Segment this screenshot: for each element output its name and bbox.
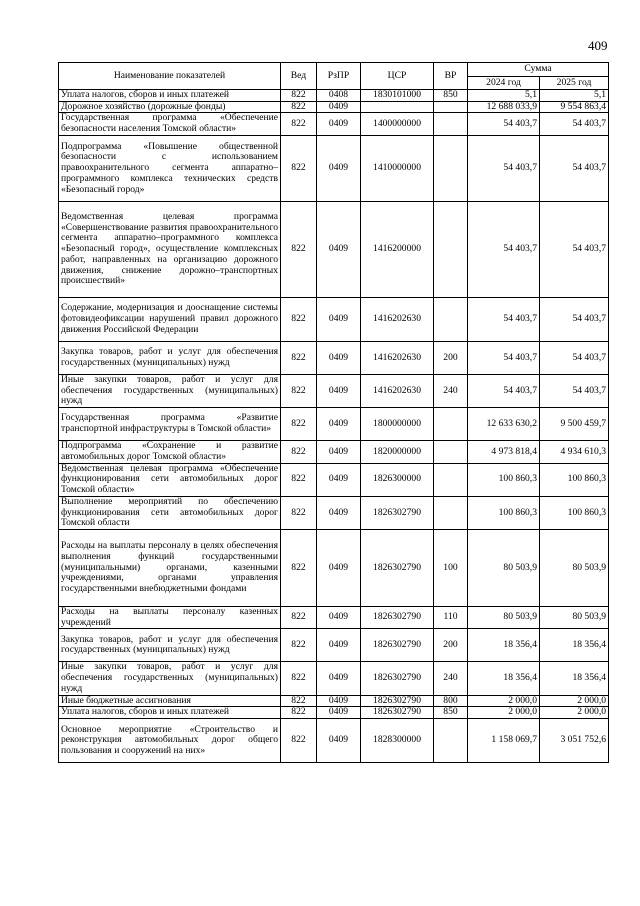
row-vr-cell: 200 (434, 629, 468, 662)
row-vr-cell (434, 101, 468, 113)
table-row (59, 441, 609, 463)
table-row (59, 341, 609, 374)
row-amount-2024-cell: 100 860,3 (468, 463, 540, 496)
row-amount-2024-cell: 2 000,0 (468, 695, 540, 707)
table-row (59, 695, 609, 707)
row-name-cell: Иные бюджетные ассигнования (59, 695, 281, 707)
row-amount-2024-cell: 2 000,0 (468, 707, 540, 719)
table-row (59, 530, 609, 607)
row-rzpr-cell: 0409 (317, 629, 361, 662)
row-ved-cell: 822 (281, 408, 317, 441)
header-year-2024: 2024 год (468, 77, 540, 90)
table-row (59, 90, 609, 102)
row-csr-cell: 1826302790 (361, 707, 434, 719)
row-amount-2024-cell: 18 356,4 (468, 629, 540, 662)
row-vr-cell (434, 441, 468, 463)
table-row (59, 629, 609, 662)
row-csr-cell: 1416202630 (361, 341, 434, 374)
row-name-cell: Расходы на выплаты персоналу в целях обеспечения выполнения функций государственными (муниципальными) органами, казенными учреждениями, органами управления государственными внебюджетными фондами (59, 530, 281, 607)
row-vr-cell (434, 201, 468, 297)
row-ved-cell: 822 (281, 662, 317, 695)
row-csr-cell: 1830101000 (361, 90, 434, 102)
row-rzpr-cell: 0408 (317, 90, 361, 102)
row-ved-cell: 822 (281, 341, 317, 374)
row-rzpr-cell: 0409 (317, 341, 361, 374)
row-csr-cell: 1820000000 (361, 441, 434, 463)
row-ved-cell: 822 (281, 530, 317, 607)
row-name-cell: Иные закупки товаров, работ и услуг для обеспечения государственных (муниципальных) нужд (59, 374, 281, 407)
row-csr-cell: 1416202630 (361, 374, 434, 407)
row-amount-2024-cell: 54 403,7 (468, 135, 540, 201)
table-row (59, 607, 609, 629)
row-vr-cell: 850 (434, 707, 468, 719)
row-ved-cell: 822 (281, 629, 317, 662)
row-vr-cell (434, 719, 468, 763)
row-vr-cell: 240 (434, 662, 468, 695)
row-ved-cell: 822 (281, 707, 317, 719)
row-csr-cell: 1826302790 (361, 629, 434, 662)
table-body (59, 90, 609, 763)
table-row (59, 101, 609, 113)
row-amount-2025-cell: 4 934 610,3 (540, 441, 609, 463)
row-vr-cell (434, 408, 468, 441)
header-vr: ВР (434, 63, 468, 90)
row-name-cell: Закупка товаров, работ и услуг для обеспечения государственных (муниципальных) нужд (59, 341, 281, 374)
row-amount-2025-cell: 54 403,7 (540, 201, 609, 297)
row-amount-2025-cell: 54 403,7 (540, 374, 609, 407)
header-year-2025: 2025 год (540, 77, 609, 90)
row-ved-cell: 822 (281, 297, 317, 341)
row-vr-cell: 850 (434, 90, 468, 102)
row-name-cell: Содержание, модернизация и дооснащение системы фотовидеофиксации нарушений правил дорожного движения Российской Федерации (59, 297, 281, 341)
row-rzpr-cell: 0409 (317, 496, 361, 529)
row-name-cell: Ведомственная целевая программа «Совершенствование развития правоохранительного сегмента аппаратно–программного комплекса «Безопасный город», осуществление комплексных работ, направленных на организацию дорожного движения, снижение дорожно–транспортных происшествий» (59, 201, 281, 297)
row-ved-cell: 822 (281, 135, 317, 201)
row-amount-2025-cell: 100 860,3 (540, 463, 609, 496)
row-amount-2025-cell: 3 051 752,6 (540, 719, 609, 763)
table-row (59, 662, 609, 695)
row-amount-2024-cell: 1 158 069,7 (468, 719, 540, 763)
row-rzpr-cell: 0409 (317, 201, 361, 297)
row-rzpr-cell: 0409 (317, 408, 361, 441)
row-amount-2024-cell: 12 688 033,9 (468, 101, 540, 113)
table-row (59, 135, 609, 201)
row-vr-cell (434, 463, 468, 496)
row-name-cell: Государственная программа «Развитие транспортной инфраструктуры в Томской области» (59, 408, 281, 441)
header-rzpr: РзПР (317, 63, 361, 90)
row-amount-2024-cell: 80 503,9 (468, 530, 540, 607)
row-amount-2025-cell: 2 000,0 (540, 707, 609, 719)
row-csr-cell: 1400000000 (361, 113, 434, 135)
row-name-cell: Подпрограмма «Повышение общественной безопасности с использованием правоохранительного сегмента аппаратно–программного комплекса технических средств «Безопасный город» (59, 135, 281, 201)
row-csr-cell: 1826300000 (361, 463, 434, 496)
row-rzpr-cell: 0409 (317, 463, 361, 496)
row-amount-2025-cell: 5,1 (540, 90, 609, 102)
row-vr-cell: 100 (434, 530, 468, 607)
header-ved: Вед (281, 63, 317, 90)
row-vr-cell (434, 496, 468, 529)
header-sum: Сумма (468, 63, 609, 77)
table-row (59, 496, 609, 529)
table-row (59, 707, 609, 719)
row-csr-cell: 1826302790 (361, 530, 434, 607)
row-ved-cell: 822 (281, 496, 317, 529)
row-csr-cell: 1826302790 (361, 695, 434, 707)
row-rzpr-cell: 0409 (317, 719, 361, 763)
row-vr-cell: 200 (434, 341, 468, 374)
row-amount-2024-cell: 80 503,9 (468, 607, 540, 629)
row-ved-cell: 822 (281, 201, 317, 297)
row-ved-cell: 822 (281, 719, 317, 763)
row-csr-cell: 1410000000 (361, 135, 434, 201)
row-rzpr-cell: 0409 (317, 607, 361, 629)
row-rzpr-cell: 0409 (317, 707, 361, 719)
row-csr-cell: 1826302790 (361, 496, 434, 529)
row-vr-cell: 800 (434, 695, 468, 707)
row-amount-2024-cell: 18 356,4 (468, 662, 540, 695)
row-rzpr-cell: 0409 (317, 297, 361, 341)
row-rzpr-cell: 0409 (317, 374, 361, 407)
row-ved-cell: 822 (281, 695, 317, 707)
row-amount-2025-cell: 9 500 459,7 (540, 408, 609, 441)
row-name-cell: Уплата налогов, сборов и иных платежей (59, 707, 281, 719)
table-row (59, 113, 609, 135)
row-amount-2024-cell: 4 973 818,4 (468, 441, 540, 463)
row-amount-2024-cell: 5,1 (468, 90, 540, 102)
row-csr-cell: 1826302790 (361, 607, 434, 629)
row-csr-cell (361, 101, 434, 113)
table-row (59, 297, 609, 341)
page-number: 409 (588, 38, 608, 53)
budget-table (58, 62, 609, 763)
row-amount-2024-cell: 54 403,7 (468, 341, 540, 374)
row-vr-cell: 110 (434, 607, 468, 629)
row-amount-2025-cell: 54 403,7 (540, 113, 609, 135)
row-rzpr-cell: 0409 (317, 695, 361, 707)
row-vr-cell (434, 113, 468, 135)
row-name-cell: Ведомственная целевая программа «Обеспечение функционирования сети автомобильных дорог Томской области» (59, 463, 281, 496)
table-row (59, 374, 609, 407)
row-amount-2024-cell: 100 860,3 (468, 496, 540, 529)
row-ved-cell: 822 (281, 113, 317, 135)
row-amount-2024-cell: 54 403,7 (468, 297, 540, 341)
row-rzpr-cell: 0409 (317, 441, 361, 463)
row-ved-cell: 822 (281, 101, 317, 113)
row-amount-2025-cell: 54 403,7 (540, 297, 609, 341)
header-name: Наименование показателей (59, 63, 281, 90)
row-rzpr-cell: 0409 (317, 101, 361, 113)
row-csr-cell: 1416200000 (361, 201, 434, 297)
row-csr-cell: 1828300000 (361, 719, 434, 763)
row-name-cell: Закупка товаров, работ и услуг для обеспечения государственных (муниципальных) нужд (59, 629, 281, 662)
row-name-cell: Подпрограмма «Сохранение и развитие автомобильных дорог Томской области» (59, 441, 281, 463)
row-amount-2024-cell: 54 403,7 (468, 374, 540, 407)
row-amount-2025-cell: 9 554 863,4 (540, 101, 609, 113)
row-csr-cell: 1416202630 (361, 297, 434, 341)
row-amount-2024-cell: 12 633 630,2 (468, 408, 540, 441)
row-ved-cell: 822 (281, 374, 317, 407)
row-rzpr-cell: 0409 (317, 662, 361, 695)
row-amount-2025-cell: 18 356,4 (540, 662, 609, 695)
row-name-cell: Государственная программа «Обеспечение безопасности населения Томской области» (59, 113, 281, 135)
row-amount-2024-cell: 54 403,7 (468, 113, 540, 135)
row-ved-cell: 822 (281, 463, 317, 496)
row-rzpr-cell: 0409 (317, 113, 361, 135)
row-name-cell: Основное мероприятие «Строительство и реконструкция автомобильных дорог общего пользования и сооружений на них» (59, 719, 281, 763)
table-row (59, 463, 609, 496)
row-amount-2025-cell: 2 000,0 (540, 695, 609, 707)
row-vr-cell: 240 (434, 374, 468, 407)
row-name-cell: Иные закупки товаров, работ и услуг для обеспечения государственных (муниципальных) нужд (59, 662, 281, 695)
row-amount-2025-cell: 80 503,9 (540, 530, 609, 607)
row-amount-2025-cell: 80 503,9 (540, 607, 609, 629)
row-ved-cell: 822 (281, 607, 317, 629)
row-vr-cell (434, 297, 468, 341)
row-csr-cell: 1826302790 (361, 662, 434, 695)
table-row (59, 719, 609, 763)
row-amount-2025-cell: 100 860,3 (540, 496, 609, 529)
table-row (59, 201, 609, 297)
table-row (59, 408, 609, 441)
row-name-cell: Дорожное хозяйство (дорожные фонды) (59, 101, 281, 113)
row-rzpr-cell: 0409 (317, 135, 361, 201)
row-name-cell: Расходы на выплаты персоналу казенных учреждений (59, 607, 281, 629)
row-amount-2024-cell: 54 403,7 (468, 201, 540, 297)
row-vr-cell (434, 135, 468, 201)
row-csr-cell: 1800000000 (361, 408, 434, 441)
row-rzpr-cell: 0409 (317, 530, 361, 607)
row-ved-cell: 822 (281, 90, 317, 102)
header-csr: ЦСР (361, 63, 434, 90)
row-amount-2025-cell: 18 356,4 (540, 629, 609, 662)
row-amount-2025-cell: 54 403,7 (540, 341, 609, 374)
row-name-cell: Уплата налогов, сборов и иных платежей (59, 90, 281, 102)
row-ved-cell: 822 (281, 441, 317, 463)
row-name-cell: Выполнение мероприятий по обеспечению функционирования сети автомобильных дорог Томской области (59, 496, 281, 529)
row-amount-2025-cell: 54 403,7 (540, 135, 609, 201)
